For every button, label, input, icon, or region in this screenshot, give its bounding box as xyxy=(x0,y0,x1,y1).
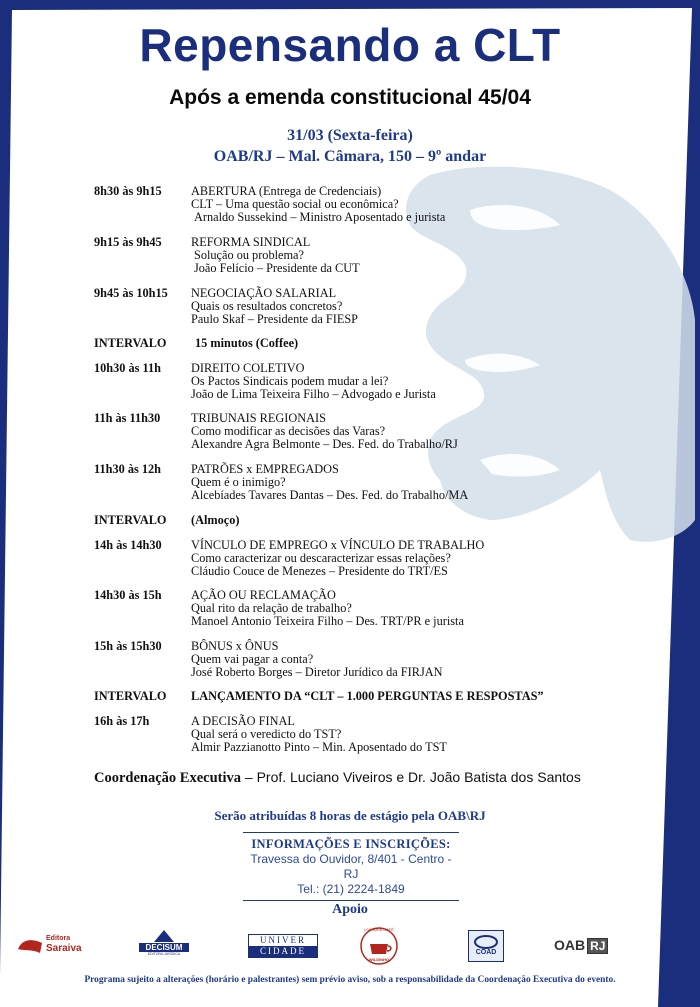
logo-rj-text: RJ xyxy=(587,938,608,954)
logo-decisum-line1: DECISUM xyxy=(139,943,189,952)
schedule-heading: DIREITO COLETIVO xyxy=(191,361,305,375)
logo-univercidade-line1: UNIVER xyxy=(260,935,306,945)
schedule-speaker: Alcebíades Tavares Dantas – Des. Fed. do Trabalho/MA xyxy=(191,488,469,502)
logo-livraria-cafe xyxy=(360,926,398,966)
info-box xyxy=(243,832,459,901)
schedule-question: Os Pactos Sindicais podem mudar a lei? xyxy=(191,374,389,388)
schedule-time: 8h30 às 9h15 xyxy=(94,184,162,198)
schedule-heading-note: (Entrega de Credenciais) xyxy=(255,184,382,198)
decisum-icon xyxy=(152,929,176,943)
info-title: INFORMAÇÕES E INSCRIÇÕES: xyxy=(251,837,451,851)
logo-decisum-line2: EDITORA JURÍDICA xyxy=(147,952,181,956)
schedule-heading: TRIBUNAIS REGIONAIS xyxy=(191,411,326,425)
page-title: Repensando a CLT xyxy=(139,19,561,71)
page-subtitle: Após a emenda constitucional 45/04 xyxy=(169,86,531,109)
event-venue: OAB/RJ – Mal. Câmara, 150 – 9º andar xyxy=(213,148,487,165)
schedule-speaker: José Roberto Borges – Diretor Jurídico da FIRJAN xyxy=(191,665,443,679)
schedule-time: 14h às 14h30 xyxy=(94,538,162,552)
schedule-time: 16h às 17h xyxy=(94,714,150,728)
schedule-speaker: Cláudio Couce de Menezes – Presidente do TRT/ES xyxy=(191,564,448,578)
schedule-speaker: João Felício – Presidente da CUT xyxy=(194,261,360,275)
schedule-question: Qual será o veredicto do TST? xyxy=(191,727,342,741)
support-label: Apoio xyxy=(332,902,368,917)
info-address: Travessa do Ouvidor, 8/401 - Centro - RJ xyxy=(250,852,452,881)
logo-livraria-line1: LIVRARIA CAFÉ xyxy=(364,927,394,932)
schedule-question: Qual rito da relação de trabalho? xyxy=(191,601,352,615)
schedule-time: 14h30 às 15h xyxy=(94,588,162,602)
logo-decisum xyxy=(139,929,189,959)
coad-icon xyxy=(474,935,498,949)
schedule-heading: BÔNUS x ÔNUS xyxy=(191,639,279,653)
schedule-heading: (Almoço) xyxy=(191,513,240,527)
logo-saraiva-line1: Editora xyxy=(46,935,71,942)
schedule-question: Como modificar as decisões das Varas? xyxy=(191,424,386,438)
logo-univercidade-line2: CIDADE xyxy=(249,946,317,957)
schedule-speaker: Alexandre Agra Belmonte – Des. Fed. do Trabalho/RJ xyxy=(191,437,458,451)
logo-coad-line1: COAD xyxy=(475,949,497,956)
logo-saraiva-line2: Saraiva xyxy=(46,943,82,954)
schedule-heading: AÇÃO OU RECLAMAÇÃO xyxy=(191,588,336,602)
schedule-time: 9h45 às 10h15 xyxy=(94,286,168,300)
schedule-question: Quais os resultados concretos? xyxy=(191,299,343,313)
schedule-speaker: Manoel Antonio Teixeira Filho – Des. TRT/PR e jurista xyxy=(191,614,464,628)
schedule-speaker: Almir Pazzianotto Pinto – Min. Aposentado do TST xyxy=(191,740,447,754)
event-date: 31/03 (Sexta-feira) xyxy=(287,127,413,144)
schedule-time: 15h às 15h30 xyxy=(94,639,162,653)
schedule-speaker: João de Lima Teixeira Filho – Advogado e Jurista xyxy=(191,387,436,401)
logo-oabrj xyxy=(554,936,618,954)
schedule-heading: A DECISÃO FINAL xyxy=(191,714,295,728)
logo-livraria-line2: WILDINHO xyxy=(368,957,390,962)
info-phone: Tel.: (21) 2224-1849 xyxy=(297,882,405,896)
schedule-heading: LANÇAMENTO DA “CLT – 1.000 PERGUNTAS E RESPOSTAS” xyxy=(191,689,544,703)
schedule-time: INTERVALO xyxy=(94,336,167,350)
coordination-names: – Prof. Luciano Viveiros e Dr. João Batista dos Santos xyxy=(241,769,581,785)
schedule-heading: VÍNCULO DE EMPREGO x VÍNCULO DE TRABALHO xyxy=(191,538,485,552)
logo-oab-text: OAB xyxy=(554,937,586,953)
schedule-time: 10h30 às 11h xyxy=(94,361,161,375)
schedule-speaker: Paulo Skaf – Presidente da FIESP xyxy=(191,312,359,326)
schedule-heading: ABERTURA xyxy=(191,184,256,198)
logo-saraiva xyxy=(16,935,91,957)
schedule-time: 11h às 11h30 xyxy=(94,411,161,425)
schedule-heading: NEGOCIAÇÃO SALARIAL xyxy=(191,286,337,300)
schedule-time: 11h30 às 12h xyxy=(94,462,161,476)
schedule-heading: PATRÕES x EMPREGADOS xyxy=(191,462,339,476)
internship-note: Serão atribuídas 8 horas de estágio pela OAB\RJ xyxy=(214,808,486,823)
schedule-heading: 15 minutos (Coffee) xyxy=(195,336,299,350)
logo-coad xyxy=(468,930,504,962)
schedule-heading: REFORMA SINDICAL xyxy=(191,235,311,249)
schedule-question: Quem vai pagar a conta? xyxy=(191,652,314,666)
schedule-time: 9h15 às 9h45 xyxy=(94,235,162,249)
coordination-line xyxy=(94,769,581,787)
schedule-speaker: Arnaldo Sussekind – Ministro Aposentado e jurista xyxy=(194,210,446,224)
schedule-question: CLT – Uma questão social ou econômica? xyxy=(191,197,399,211)
schedule-question: Solução ou problema? xyxy=(194,248,304,262)
footer-disclaimer: Programa sujeito a alterações (horário e palestrantes) sem prévio aviso, sob a responsabilidade da Coordenação Executiva do evento. xyxy=(84,975,616,985)
schedule-time: INTERVALO xyxy=(94,689,167,703)
schedule-question: Como caracterizar ou descaracterizar essas relações? xyxy=(191,551,451,565)
schedule-time: INTERVALO xyxy=(94,513,167,527)
schedule-question: Quem é o inimigo? xyxy=(191,475,286,489)
logo-univercidade xyxy=(248,934,318,958)
coordination-label: Coordenação Executiva xyxy=(94,770,241,786)
